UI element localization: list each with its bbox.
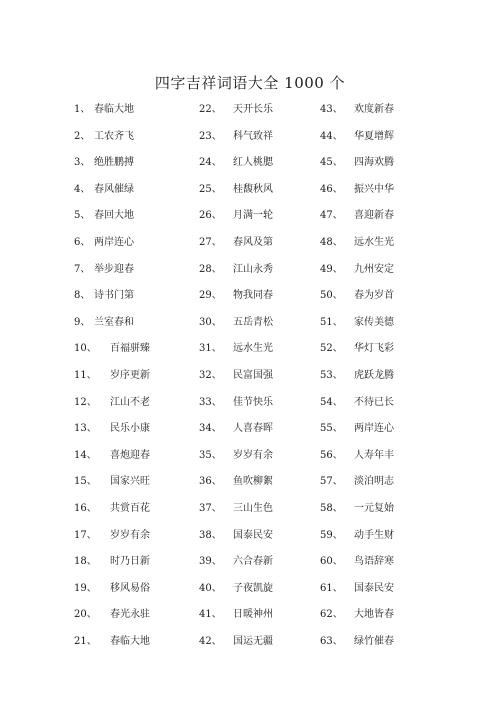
item-phrase: 华夏增辉: [354, 130, 394, 142]
item-phrase: 两岸连心: [354, 423, 394, 435]
item-phrase: 物我同春: [233, 290, 273, 302]
item-phrase: 月满一轮: [233, 210, 273, 222]
item-phrase: 红人桃腮: [233, 157, 273, 169]
item-phrase: 科气致祥: [233, 130, 273, 142]
item-number: 22、: [199, 104, 222, 115]
item-phrase: 民富国强: [233, 370, 273, 381]
item-phrase: 子夜凯旋: [233, 582, 273, 594]
item-phrase: 四海欢腾: [354, 157, 394, 169]
item-phrase: 春为岁首: [354, 290, 394, 302]
item-number: 54、: [320, 396, 343, 408]
item-phrase: 国家兴旺: [110, 476, 150, 488]
item-phrase: 诗书门第: [94, 290, 134, 302]
item-phrase: 家传美德: [354, 316, 394, 328]
item-number: 39、: [199, 556, 222, 568]
item-phrase: 佳节快乐: [233, 396, 273, 408]
item-phrase: 绝胜鹏搏: [94, 157, 134, 169]
item-phrase: 一元复始: [354, 503, 394, 514]
item-phrase: 国运无疆: [233, 636, 273, 647]
item-number: 62、: [320, 609, 343, 621]
item-number: 24、: [199, 157, 222, 169]
item-phrase: 百福骈臻: [110, 343, 150, 355]
item-phrase: 工农齐飞: [94, 130, 134, 142]
item-phrase: 共赏百花: [110, 503, 150, 514]
item-number: 3、: [74, 157, 91, 169]
item-number: 16、: [74, 503, 97, 514]
item-number: 37、: [199, 503, 222, 514]
item-number: 15、: [74, 476, 97, 488]
item-number: 27、: [199, 237, 222, 248]
item-phrase: 时乃日新: [110, 556, 150, 568]
item-number: 53、: [320, 370, 343, 381]
item-phrase: 江山永秀: [233, 263, 273, 275]
item-number: 51、: [320, 316, 343, 328]
item-number: 2、: [74, 130, 91, 142]
item-phrase: 振兴中华: [354, 183, 394, 195]
item-number: 36、: [199, 476, 222, 488]
item-phrase: 绿竹催春: [354, 636, 394, 647]
item-number: 33、: [199, 396, 222, 408]
item-phrase: 人寿年丰: [354, 449, 394, 461]
item-number: 34、: [199, 423, 222, 435]
item-number: 28、: [199, 263, 222, 275]
item-number: 23、: [199, 130, 222, 142]
item-phrase: 虎跃龙腾: [354, 370, 394, 381]
item-number: 29、: [199, 290, 222, 302]
item-phrase: 动手生财: [354, 529, 394, 541]
item-phrase: 岁岁有余: [110, 529, 150, 541]
item-phrase: 举步迎春: [94, 263, 134, 275]
item-phrase: 喜迎新春: [354, 210, 394, 222]
item-number: 44、: [320, 130, 343, 142]
item-phrase: 桂馥秋风: [233, 183, 273, 195]
item-phrase: 春光永驻: [110, 609, 150, 621]
item-number: 12、: [74, 396, 97, 408]
item-phrase: 大地皆春: [354, 609, 394, 621]
item-number: 17、: [74, 529, 97, 541]
item-number: 26、: [199, 210, 222, 222]
item-phrase: 春临大地: [110, 636, 150, 647]
item-number: 11、: [74, 370, 97, 381]
item-number: 52、: [320, 343, 343, 355]
item-phrase: 春风催绿: [94, 183, 134, 195]
item-number: 42、: [199, 636, 222, 647]
item-number: 57、: [320, 476, 343, 488]
item-number: 63、: [320, 636, 343, 647]
item-phrase: 人喜春晖: [233, 423, 273, 435]
item-number: 48、: [320, 237, 343, 248]
item-phrase: 欢度新春: [354, 104, 394, 115]
item-number: 46、: [320, 183, 343, 195]
item-number: 19、: [74, 582, 97, 594]
item-phrase: 江山不老: [110, 396, 150, 408]
item-number: 38、: [199, 529, 222, 541]
item-phrase: 国泰民安: [354, 582, 394, 594]
item-phrase: 六合春新: [233, 556, 273, 568]
item-number: 4、: [74, 183, 91, 195]
item-number: 61、: [320, 582, 343, 594]
item-phrase: 鱼吹柳絮: [233, 476, 273, 488]
item-number: 59、: [320, 529, 343, 541]
item-number: 10、: [74, 343, 97, 355]
item-phrase: 五岳青松: [233, 316, 273, 328]
item-number: 31、: [199, 343, 222, 355]
item-number: 1、: [74, 104, 91, 115]
item-phrase: 华灯飞彩: [354, 343, 394, 355]
item-number: 25、: [199, 183, 222, 195]
item-phrase: 日暖神州: [233, 609, 273, 621]
item-phrase: 岁岁有余: [233, 449, 273, 461]
item-number: 18、: [74, 556, 97, 568]
item-phrase: 淡泊明志: [354, 476, 394, 488]
item-number: 5、: [74, 210, 91, 222]
item-number: 45、: [320, 157, 343, 169]
item-number: 60、: [320, 556, 343, 568]
item-phrase: 远水生光: [354, 237, 394, 248]
item-phrase: 春回大地: [94, 210, 134, 222]
item-phrase: 鸟语辞寒: [354, 556, 394, 568]
item-number: 8、: [74, 290, 91, 302]
item-number: 55、: [320, 423, 343, 435]
item-phrase: 春风及第: [233, 237, 273, 248]
item-number: 14、: [74, 449, 97, 461]
item-phrase: 兰室春和: [94, 316, 134, 328]
item-number: 32、: [199, 370, 222, 381]
item-number: 7、: [74, 263, 91, 275]
item-number: 40、: [199, 582, 222, 594]
item-number: 13、: [74, 423, 97, 435]
item-phrase: 喜炮迎春: [110, 449, 150, 461]
item-phrase: 民乐小康: [110, 423, 150, 435]
item-phrase: 两岸连心: [94, 237, 134, 248]
item-number: 35、: [199, 449, 222, 461]
item-number: 30、: [199, 316, 222, 328]
item-number: 9、: [74, 316, 91, 328]
item-number: 41、: [199, 609, 222, 621]
item-phrase: 岁序更新: [110, 370, 150, 381]
item-number: 58、: [320, 503, 343, 514]
item-phrase: 三山生色: [233, 503, 273, 514]
item-number: 47、: [320, 210, 343, 222]
item-phrase: 不待已长: [354, 396, 394, 408]
item-number: 21、: [74, 636, 97, 647]
item-phrase: 远水生光: [233, 343, 273, 355]
item-number: 49、: [320, 263, 343, 275]
item-phrase: 移风易俗: [110, 582, 150, 594]
item-number: 43、: [320, 104, 343, 115]
item-phrase: 国泰民安: [233, 529, 273, 541]
item-number: 20、: [74, 609, 97, 621]
item-phrase: 天开长乐: [233, 104, 273, 115]
page-title: 四字吉祥词语大全 1000 个: [154, 74, 346, 92]
item-phrase: 九州安定: [354, 263, 394, 275]
item-phrase: 春临大地: [94, 104, 134, 115]
item-number: 6、: [74, 237, 91, 248]
item-number: 56、: [320, 449, 343, 461]
item-number: 50、: [320, 290, 343, 302]
